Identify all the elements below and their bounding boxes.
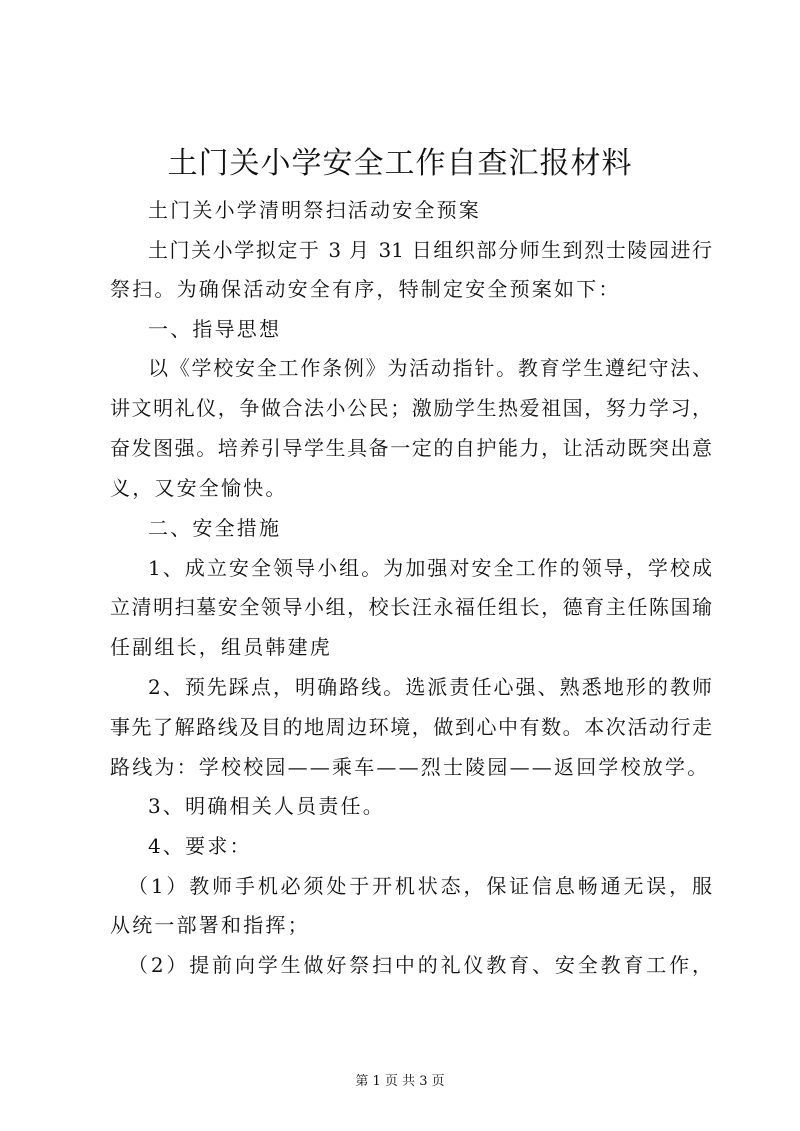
section-heading: 二、安全措施 xyxy=(148,516,282,540)
paragraph-line: 义，又安全愉快。 xyxy=(110,476,288,500)
subtitle: 土门关小学清明祭扫活动安全预案 xyxy=(148,198,481,222)
paragraph-line: （2）提前向学生做好祭扫中的礼仪教育、安全教育工作， xyxy=(128,953,712,977)
paragraph-line: 1、成立安全领导小组。为加强对安全工作的领导，学校成 xyxy=(148,556,712,580)
paragraph-line: 讲文明礼仪，争做合法小公民；激励学生热爱祖国，努力学习， xyxy=(110,396,712,420)
paragraph-line: 路线为：学校校园——乘车——烈士陵园——返回学校放学。 xyxy=(110,755,710,779)
paragraph-line: 立清明扫墓安全领导小组，校长汪永福任组长，德育主任陈国瑜 xyxy=(110,595,712,619)
paragraph-line: 2、预先踩点，明确路线。选派责任心强、熟悉地形的教师 xyxy=(148,675,712,699)
paragraph-line: （1）教师手机必须处于开机状态，保证信息畅通无误，服 xyxy=(128,874,712,898)
paragraph-line: 任副组长，组员韩建虎 xyxy=(110,635,332,659)
paragraph-line: 土门关小学拟定于 3 月 31 日组织部分师生到烈士陵园进行 xyxy=(148,238,712,262)
paragraph-line: 从统一部署和指挥； xyxy=(110,913,310,937)
paragraph-line: 奋发图强。培养引导学生具备一定的自护能力，让活动既突出意 xyxy=(110,436,712,460)
page-number-footer: 第 1 页 共 3 页 xyxy=(355,1074,445,1089)
paragraph-line: 以《学校安全工作条例》为活动指针。教育学生遵纪守法、 xyxy=(148,356,712,380)
section-heading: 一、指导思想 xyxy=(148,317,282,341)
document-title: 土门关小学安全工作自查汇报材料 xyxy=(167,146,633,181)
paragraph-line: 4、要求： xyxy=(148,834,252,858)
paragraph-line: 祭扫。为确保活动安全有序，特制定安全预案如下： xyxy=(110,277,621,301)
paragraph-line: 3、明确相关人员责任。 xyxy=(148,794,385,818)
paragraph-line: 事先了解路线及目的地周边环境，做到心中有数。本次活动行走 xyxy=(110,715,712,739)
